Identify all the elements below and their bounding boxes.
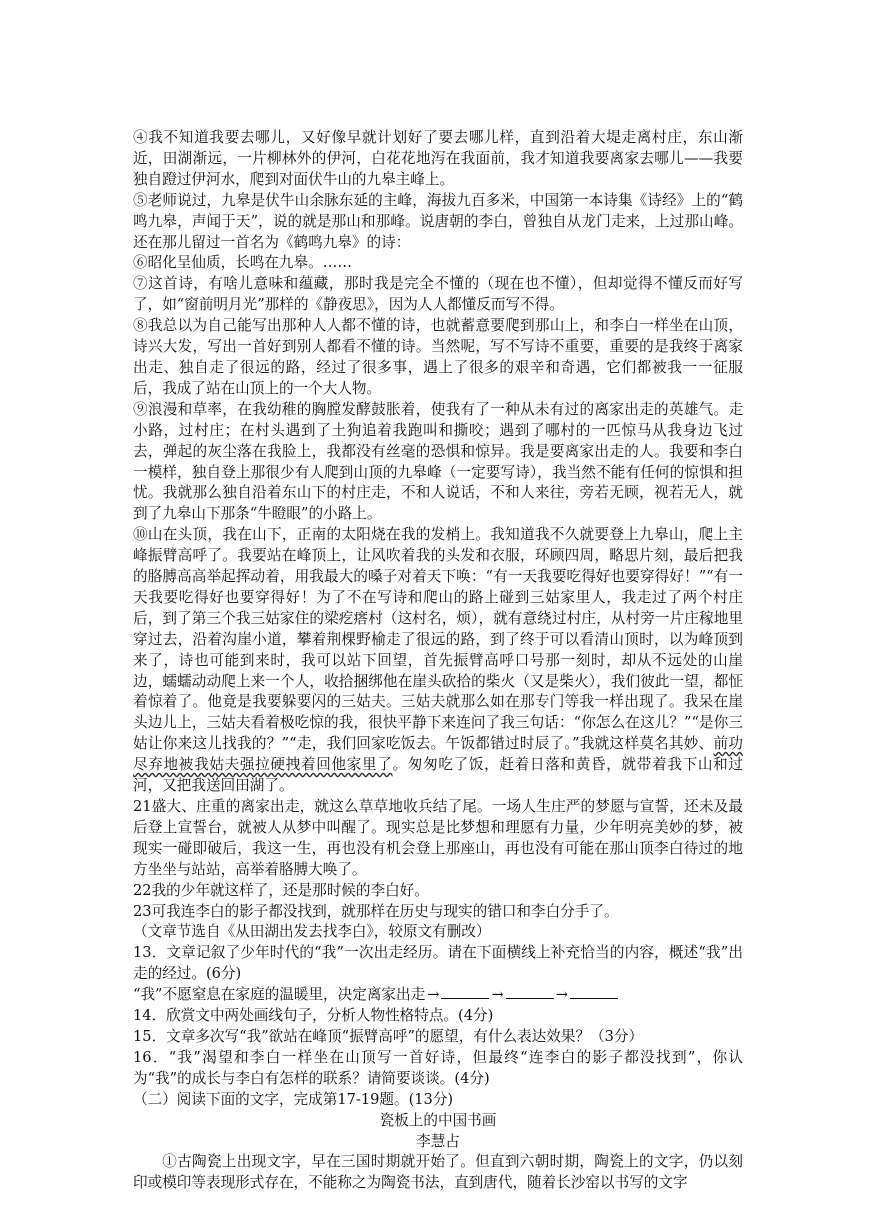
answer-blank-2[interactable] [506,986,554,999]
paragraph-5: ⑤老师说过，九皋是伏牛山余脉东延的主峰，海拔九百多米，中国第一本诗集《诗经》上的“鹤鸣九皋，声闻于天”，说的就是那山和那峰。说唐朝的李白，曾独自从龙门走来，上过那山峰。还在那儿留过一首名为《鹤鸣九皋》的诗： [133,191,743,251]
paragraph-6-poem: ⑥昭化呈仙质，长鸣在九皋。…… [133,254,352,272]
question-13: 13．文章记叙了少年时代的“我”一次出走经历。请在下面横线上补充恰当的内容，概述“我”出走的经过。(6分) [133,944,743,983]
arrow-3: → [555,986,568,1004]
question-14: 14．欣赏文中两处画线句子，分析人物性格特点。(4分) [133,1007,494,1025]
question-16: 16．“我”渴望和李白一样坐在山顶写一首好诗，但最终“连李白的影子都没找到”，你认为“我”的成长与李白有怎样的联系？请简要谈谈。(4分) [133,1048,743,1087]
arrow-1: → [427,986,440,1004]
paragraph-8: ⑧我总以为自己能写出那种人人都不懂的诗，也就蓄意要爬到那山上，和李白一样坐在山顶，诗兴大发，写出一首好到别人都看不懂的诗。当然呢，写不写诗不重要，重要的是我终于离家出走、独自走了很远的路，经过了很多事，遇上了很多的艰辛和奇遇，它们都被我一一征服后，我成了站在山顶上的一个大人物。 [133,317,743,397]
section-2-heading: （二）阅读下面的文字，完成第17-19题。(13分) [133,1090,454,1108]
question-13-answer-line [133,985,743,1006]
paragraph-9: ⑨浪漫和草率，在我幼稚的胸膛发酵鼓胀着，使我有了一种从未有过的离家出走的英雄气。走小路，过村庄；在村头遇到了土狗追着我跑叫和撕咬；遇到了哪村的一匹惊马从我身边飞过去，弹起的灰尘落在我脸上，我都没有丝毫的恐惧和惊异。我是要离家出走的人。我要和李白一模样，独自登上那很少有人爬到山顶的九皋峰（一定要写诗），我当然不能有任何的惊惧和担忧。我就那么独自沿着东山下的村庄走，不和人说话，不和人来往，旁若无顾，视若无人，就到了九皋山下那条“牛瞪眼”的小路上。 [133,400,743,523]
paragraph-10-text-start: ⑩山在头顶，我在山下，正南的太阳烧在我的发梢上。我知道我不久就要登上九皋山，爬上主峰振臂高呼了。我要站在峰顶上，让风吹着我的头发和衣服，环顾四周，略思片刻，最后把我的胳膊高高举起挥动着，用我最大的嗓子对着天下唤：“有一天我要吃得好也要穿得好！”“有一天我要吃得好也要穿得好！为了不在写诗和爬山的路上碰到三姑家里人，我走过了两个村庄后，到了第三个我三姑家住的梁疙瘩村（这村名，烦），就有意绕过村庄，从村旁一片庄稼地里穿过去，沿着沟崖小道，攀着荆棵野榆走了很远的路，到了终于可以看清山顶时，以为峰顶到来了，诗也可能到来时，我可以站下回望，首先振臂高呼口号那一刻时，却从不远处的山崖边，蠕蠕动动爬上来一个人，收拾捆绑他在崖头砍拾的柴火（又是柴火），我们彼此一望，都怔着惊着了。他竟是我要躲要闪的三姑夫。三姑夫就那么如在那专门等我一样出现了。我呆在崖头边儿上，三姑夫看着极吃惊的我，很快平静下来连问了我三句话：“你怎么在这儿？”“是你三姑让你来这儿找我的？”“走，我们回家吃饭去。午饭都错过时辰了。”我就这样莫名其妙、 [133,526,743,753]
answer-blank-1[interactable] [441,986,489,999]
paragraph-21: 21盛大、庄重的离家出走，就这么草草地收兵结了尾。一场人生庄严的梦愿与宣誓，还未及最后登上宣誓台，就被人从梦中叫醒了。现实总是比梦想和理愿有力量，少年明亮美妙的梦，被现实一碰即破后，我这一生，再也没有机会登上那座山，再也没有可能在那山顶李白待过的地方坐坐与站站，高举着胳膊大唤了。 [133,798,743,878]
paragraph-23: 23可我连李白的影子都没找到，就那样在历史与现实的错口和李白分手了。 [133,902,619,920]
paragraph-10 [133,525,743,797]
arrow-2: → [491,986,504,1004]
question-13-prompt: “我”不愿窒息在家庭的温暖里，决定离家出走 [133,986,426,1004]
paragraph-7: ⑦这首诗，有啥儿意味和蕴藏，那时我是完全不懂的（现在也不懂），但却觉得不懂反而好写了，如“窗前明月光”那样的《静夜思》，因为人人都懂反而写不得。 [133,275,743,314]
paragraph-10-text-end: 。匆匆吃了饭，赶着日落和黄昏，就带着我下山和过河，又把我送回田湖了。 [133,756,743,795]
article-author: 李慧占 [416,1132,460,1150]
article-title: 瓷板上的中国书画 [379,1111,497,1129]
paragraph-22: 22我的少年就这样了，还是那时候的李白好。 [133,881,429,899]
page-content [133,128,743,1194]
question-15: 15．文章多次写“我”欲站在峰顶“振臂高呼”的愿望，有什么表达效果？（3分） [133,1027,644,1045]
source-note: （文章节选自《从田湖出发去找李白》，较原文有删改） [133,923,491,941]
paragraph-4: ④我不知道我要去哪儿，又好像早就计划好了要去哪儿样，直到沿着大堤走离村庄，东山渐近，田湖渐远，一片柳林外的伊河，白花花地泻在我面前，我才知道我要离家去哪儿——我要独自蹬过伊河水，爬到对面伏牛山的九皋主峰上。 [133,129,743,188]
underlined-sentence: 前功尽弃地被我姑夫强拉硬拽着回他家里了 [133,735,743,774]
article-paragraph-1: ①古陶瓷上出现文字，早在三国时期就开始了。但直到六朝时期，陶瓷上的文字，仍以刻印或模印等表现形式存在，不能称之为陶瓷书法，直到唐代，随着长沙窑以书写的文字 [133,1153,743,1192]
answer-blank-3[interactable] [570,986,618,999]
